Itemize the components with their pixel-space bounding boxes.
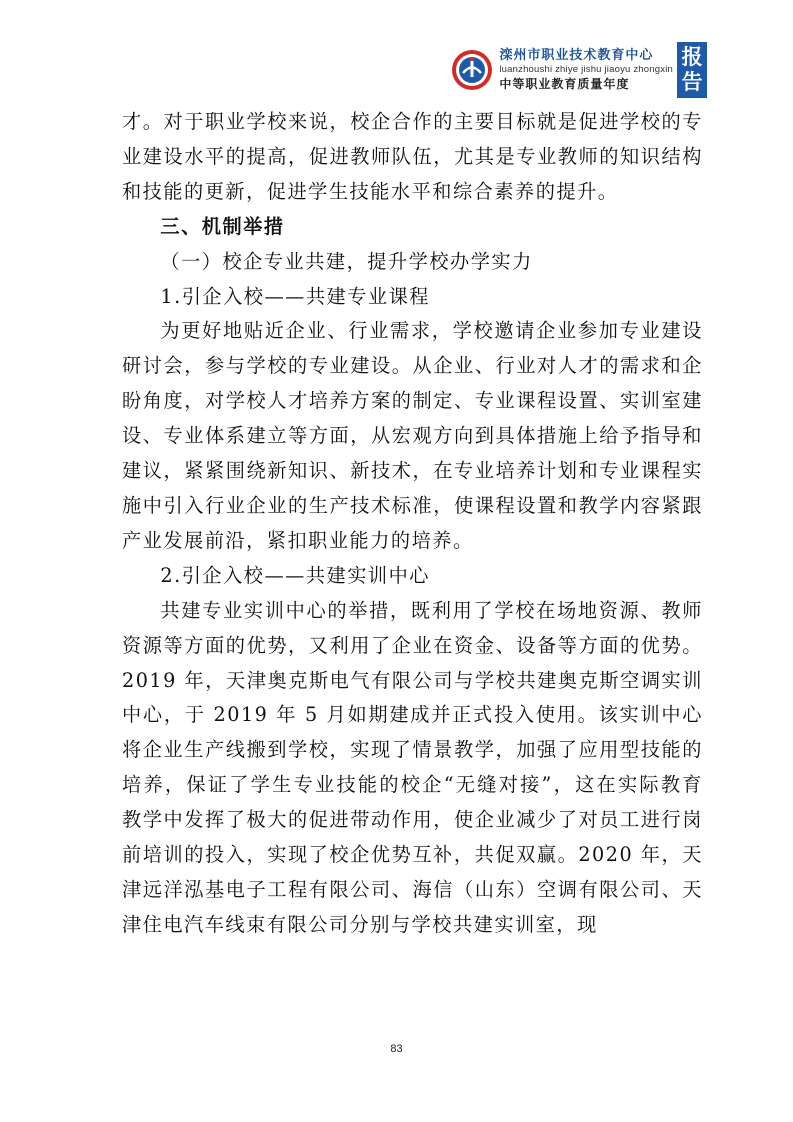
badge-char-2: 告 (681, 70, 703, 94)
page-body (122, 105, 703, 943)
org-name: 滦州市职业技术教育中心 (499, 48, 654, 63)
header-text (499, 48, 673, 92)
report-header (451, 40, 707, 100)
paragraph-continued: 才。对于职业学校来说，校企合作的主要目标就是促进学校的专业建设水平的提高，促进教师队伍，尤其是专业教师的知识结构和技能的更新，促进学生技能水平和综合素养的提升。 (122, 110, 703, 203)
report-badge (677, 42, 707, 98)
report-title: 中等职业教育质量年度 (499, 77, 630, 91)
section-heading: 三、机制举措 (160, 214, 285, 238)
org-pinyin: luanzhoushi zhiye jishu jiaoyu zhongxin (499, 64, 673, 75)
school-emblem-icon (451, 49, 493, 91)
paragraph-1: 为更好地贴近企业、行业需求，学校邀请企业参加专业建设研讨会，参与学校的专业建设。从企业、行业对人才的需求和企盼角度，对学校人才培养方案的制定、专业课程设置、实训室建设、专业体系建立等方面，从宏观方向到具体措施上给予指导和建议，紧紧围绕新知识、新技术，在专业培养计划和专业课程实施中引入行业企业的生产技术标准，使课程设置和教学内容紧跟产业发展前沿，紧扣职业能力的培养。 (122, 319, 703, 552)
paragraph-2: 共建专业实训中心的举措，既利用了学校在场地资源、教师资源等方面的优势，又利用了企业在资金、设备等方面的优势。2019 年，天津奥克斯电气有限公司与学校共建奥克斯空调实训中心，于 2019 年 5 月如期建成并正式投入使用。该实训中心将企业生产线搬到学校，实现了情景教学，加强了应用型技能的培养，保证了学生专业技能的校企“无缝对接”，这在实际教育教学中发挥了极大的促进带动作用，使企业减少了对员工进行岗前培训的投入，实现了校企优势互补，共促双赢。2020 年，天津远洋泓基电子工程有限公司、海信（山东）空调有限公司、天津住电汽车线束有限公司分别与学校共建实训室，现 (122, 598, 703, 936)
page-number: 83 (390, 1043, 403, 1055)
item-heading-1: 1.引企入校——共建专业课程 (160, 284, 430, 308)
badge-char-1: 报 (681, 45, 703, 69)
subsection-heading: （一）校企专业共建，提升学校办学实力 (160, 249, 533, 273)
item-heading-2: 2.引企入校——共建实训中心 (160, 563, 430, 587)
